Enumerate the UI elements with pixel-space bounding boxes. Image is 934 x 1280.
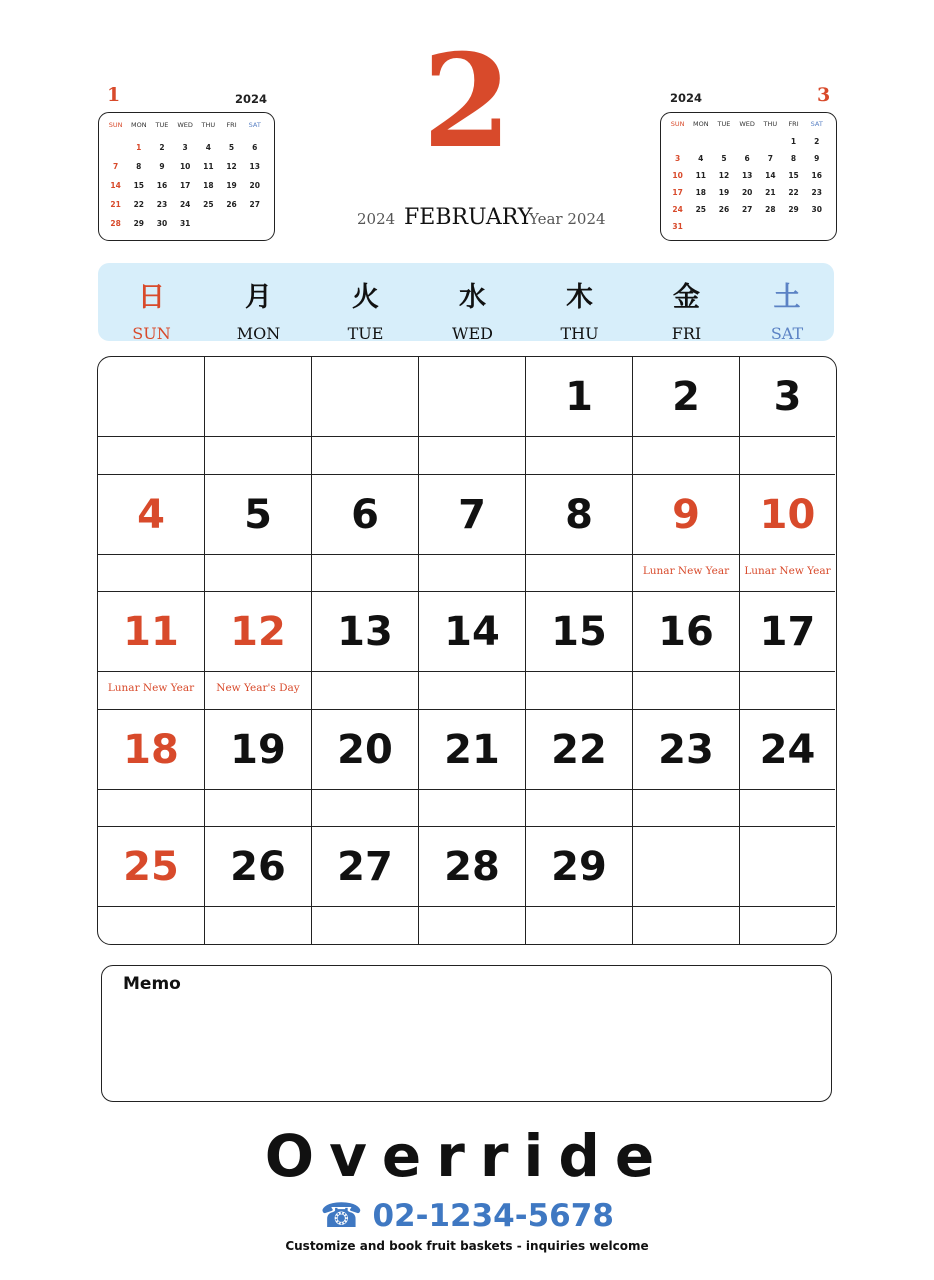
weekday-kanji: 土 <box>773 282 801 313</box>
mini-day <box>759 133 782 150</box>
mini-day: 12 <box>226 162 237 171</box>
mini-weekday-label: FRI <box>788 120 799 128</box>
mini-day: 30 <box>156 219 168 228</box>
mini-day: 10 <box>672 171 683 180</box>
day-cell <box>419 827 526 945</box>
weekday-english: MON <box>236 324 281 343</box>
mini-weekday-label: WED <box>739 120 755 128</box>
mini-day: 4 <box>698 154 704 163</box>
day-cell <box>633 475 740 593</box>
cell-divider <box>633 554 739 555</box>
cell-divider <box>526 671 632 672</box>
day-cell <box>419 475 526 593</box>
next-month-number: 3 <box>817 84 831 106</box>
mini-day: 23 <box>811 188 822 197</box>
mini-day: 16 <box>811 171 822 180</box>
mini-day: 18 <box>695 188 706 197</box>
telephone-icon: ☎ <box>320 1196 363 1236</box>
day-cell <box>633 357 740 475</box>
day-cell <box>526 827 633 945</box>
cell-divider <box>312 671 418 672</box>
weekday-english: SUN <box>132 324 171 343</box>
day-number: 2 <box>672 374 700 420</box>
mini-day <box>689 133 712 150</box>
tagline: Customize and book fruit baskets - inquiries welcome <box>285 1239 649 1253</box>
mini-day: 7 <box>112 162 119 171</box>
mini-day <box>736 133 759 150</box>
day-cell <box>205 357 312 475</box>
weekday-english: THU <box>560 324 599 343</box>
day-cell <box>312 357 419 475</box>
day-number: 12 <box>230 609 286 656</box>
big-month-number: 2 <box>422 27 512 177</box>
mini-day: 8 <box>136 162 142 171</box>
cell-divider <box>633 436 739 437</box>
day-cell <box>633 827 740 945</box>
day-number: 29 <box>551 844 607 891</box>
mini-day <box>712 218 735 235</box>
day-cell <box>740 827 835 945</box>
mini-weekday-label: SAT <box>248 121 261 129</box>
mini-day: 5 <box>721 154 727 163</box>
cell-divider <box>526 789 632 790</box>
day-cell <box>740 592 835 710</box>
day-cell <box>526 357 633 475</box>
phone-row <box>0 1196 934 1236</box>
weekday-header-band <box>98 263 834 341</box>
mini-day <box>243 214 266 233</box>
day-number: 15 <box>551 609 607 656</box>
weekday-kanji: 木 <box>566 282 593 313</box>
mini-day: 1 <box>136 143 142 152</box>
mini-day: 6 <box>252 143 258 152</box>
mini-day: 18 <box>203 181 214 190</box>
cell-divider <box>740 789 835 790</box>
cell-divider <box>633 671 739 672</box>
mini-day: 15 <box>133 181 144 190</box>
cell-divider <box>98 789 204 790</box>
cell-divider <box>205 554 311 555</box>
mini-day: 26 <box>718 205 730 214</box>
cell-divider <box>312 436 418 437</box>
holiday-note: Lunar New Year <box>744 564 831 577</box>
prev-month-year: 2024 <box>235 92 268 106</box>
mini-day: 29 <box>788 205 799 214</box>
mini-day: 6 <box>744 154 750 163</box>
day-number: 8 <box>565 491 593 538</box>
day-cell <box>98 592 205 710</box>
cell-divider <box>98 436 204 437</box>
mini-day: 20 <box>249 181 260 190</box>
day-cell <box>633 592 740 710</box>
mini-day: 25 <box>203 200 214 209</box>
phone-number: 02-1234-5678 <box>372 1198 614 1234</box>
day-cell <box>419 357 526 475</box>
mini-weekday-label: SUN <box>670 120 685 128</box>
day-number: 9 <box>672 491 700 538</box>
mini-day: 11 <box>695 171 706 180</box>
mini-day: 31 <box>672 222 683 231</box>
header-year-label: Year 2024 <box>529 210 606 228</box>
mini-day: 17 <box>672 188 683 197</box>
weekday-kanji: 水 <box>459 282 486 313</box>
holiday-note: Lunar New Year <box>107 682 195 695</box>
mini-day: 21 <box>765 188 776 197</box>
day-number: 5 <box>244 491 272 538</box>
mini-weekday-label: WED <box>177 121 193 129</box>
weekday-english: TUE <box>347 324 384 343</box>
day-cell <box>312 592 419 710</box>
mini-weekday-label: THU <box>201 121 216 129</box>
mini-weekday-label: TUE <box>717 120 731 128</box>
mini-day: 29 <box>133 219 144 228</box>
mini-day <box>197 214 220 233</box>
day-number: 10 <box>759 491 816 538</box>
mini-day: 8 <box>790 154 797 163</box>
mini-day <box>220 214 243 233</box>
mini-day: 3 <box>182 143 188 152</box>
mini-day: 15 <box>788 171 799 180</box>
day-number: 23 <box>658 726 714 773</box>
day-cell <box>740 357 835 475</box>
cell-divider <box>419 906 525 907</box>
mini-day: 7 <box>767 154 773 163</box>
mini-day <box>104 138 127 157</box>
day-number: 16 <box>658 609 714 656</box>
mini-day: 24 <box>672 205 683 214</box>
cell-divider <box>740 554 835 555</box>
day-cell <box>312 475 419 593</box>
weekday-kanji: 火 <box>352 282 379 313</box>
mini-day: 27 <box>741 205 753 214</box>
day-number: 7 <box>458 491 486 538</box>
cell-divider <box>740 906 835 907</box>
mini-day: 2 <box>159 143 165 152</box>
mini-day: 3 <box>674 154 681 163</box>
mini-day: 21 <box>110 200 121 209</box>
cell-divider <box>205 906 311 907</box>
cell-divider <box>205 436 311 437</box>
day-number: 18 <box>123 726 179 773</box>
mini-day <box>666 133 689 150</box>
day-number: 11 <box>123 609 179 656</box>
weekday-kanji: 金 <box>673 282 700 313</box>
day-cell <box>205 475 312 593</box>
weekday-english: WED <box>452 324 493 343</box>
weekday-english: FRI <box>671 324 702 343</box>
day-number: 27 <box>337 844 393 891</box>
day-cell <box>526 710 633 828</box>
cell-divider <box>633 789 739 790</box>
cell-divider <box>633 906 739 907</box>
mini-day: 22 <box>788 188 799 197</box>
day-number: 19 <box>230 726 286 773</box>
mini-day: 30 <box>811 205 822 214</box>
mini-day: 13 <box>249 162 260 171</box>
mini-day <box>736 218 759 235</box>
mini-day: 2 <box>814 137 820 146</box>
cell-divider <box>312 554 418 555</box>
day-cell <box>98 475 205 593</box>
cell-divider <box>205 789 311 790</box>
weekday-kanji: 日 <box>138 282 165 313</box>
mini-day <box>689 218 712 235</box>
day-number: 25 <box>123 844 179 891</box>
mini-weekday-label: SUN <box>108 121 123 129</box>
day-cell <box>98 710 205 828</box>
day-number: 14 <box>444 609 500 656</box>
day-number: 17 <box>759 609 816 656</box>
day-number: 24 <box>759 726 816 773</box>
header-month-name: FEBRUARY <box>404 205 533 230</box>
mini-day: 9 <box>814 154 820 163</box>
mini-day: 31 <box>179 219 191 228</box>
mini-weekday-label: TUE <box>155 121 169 129</box>
day-cell <box>205 827 312 945</box>
mini-day: 24 <box>179 200 191 209</box>
mini-day: 23 <box>156 200 168 209</box>
cell-divider <box>419 789 525 790</box>
cell-divider <box>312 789 418 790</box>
mini-day: 9 <box>159 162 165 171</box>
cell-divider <box>526 436 632 437</box>
mini-day: 25 <box>695 205 706 214</box>
mini-day: 28 <box>765 205 776 214</box>
day-cell <box>526 592 633 710</box>
mini-day <box>782 218 805 235</box>
mini-day: 16 <box>156 181 168 190</box>
mini-day: 13 <box>741 171 753 180</box>
prev-month-grid <box>104 119 266 233</box>
cell-divider <box>526 554 632 555</box>
holiday-note: Lunar New Year <box>642 564 730 577</box>
cell-divider <box>312 906 418 907</box>
mini-day: 27 <box>249 200 260 209</box>
cell-divider <box>205 671 311 672</box>
cell-divider <box>419 436 525 437</box>
day-cell <box>205 710 312 828</box>
day-number: 4 <box>137 491 165 538</box>
mini-weekday-label: SAT <box>810 120 823 128</box>
day-cell <box>740 475 835 593</box>
mini-day: 1 <box>790 137 797 146</box>
mini-day: 22 <box>133 200 144 209</box>
day-cell <box>633 710 740 828</box>
mini-day: 4 <box>205 143 211 152</box>
day-cell <box>740 710 835 828</box>
mini-day: 26 <box>226 200 237 209</box>
month-calendar-grid <box>97 356 837 945</box>
weekday-english: SAT <box>770 324 804 343</box>
day-number: 22 <box>551 726 607 773</box>
mini-weekday-label: MON <box>692 120 709 128</box>
cell-divider <box>526 906 632 907</box>
mini-day: 10 <box>179 162 191 171</box>
mini-day: 17 <box>179 181 191 190</box>
mini-day: 20 <box>741 188 753 197</box>
day-cell <box>205 592 312 710</box>
holiday-note: New Year's Day <box>216 682 300 695</box>
cell-divider <box>98 554 204 555</box>
mini-day <box>805 218 828 235</box>
day-number: 6 <box>351 491 379 538</box>
cell-divider <box>419 554 525 555</box>
day-cell <box>312 710 419 828</box>
memo-box <box>101 965 832 1102</box>
day-number: 13 <box>337 609 393 656</box>
cell-divider <box>98 906 204 907</box>
mini-day: 11 <box>203 162 214 171</box>
prev-month-number: 1 <box>107 84 121 106</box>
mini-day: 28 <box>110 219 121 228</box>
mini-weekday-label: FRI <box>226 121 237 129</box>
cell-divider <box>419 671 525 672</box>
mini-day <box>712 133 735 150</box>
day-cell <box>419 710 526 828</box>
day-number: 3 <box>773 374 802 420</box>
day-cell <box>419 592 526 710</box>
mini-day: 14 <box>765 171 776 180</box>
day-cell <box>312 827 419 945</box>
day-number: 26 <box>230 844 286 891</box>
day-number: 20 <box>337 726 393 773</box>
day-cell <box>98 827 205 945</box>
day-cell <box>98 357 205 475</box>
day-number: 1 <box>565 374 593 420</box>
cell-divider <box>98 671 204 672</box>
day-number: 28 <box>444 844 500 891</box>
mini-day: 14 <box>110 181 121 190</box>
memo-label: Memo <box>123 974 181 994</box>
next-month-grid <box>666 116 828 235</box>
header-year: 2024 <box>357 210 396 228</box>
next-month-year: 2024 <box>670 91 703 105</box>
day-cell <box>526 475 633 593</box>
brand-name: Override <box>264 1122 670 1190</box>
mini-day: 5 <box>228 143 235 152</box>
mini-weekday-label: THU <box>763 120 778 128</box>
cell-divider <box>740 436 835 437</box>
mini-day: 19 <box>226 181 237 190</box>
weekday-kanji: 月 <box>245 282 272 313</box>
mini-day: 12 <box>718 171 730 180</box>
mini-weekday-label: MON <box>130 121 147 129</box>
mini-day: 19 <box>718 188 730 197</box>
cell-divider <box>740 671 835 672</box>
mini-day <box>759 218 782 235</box>
day-number: 21 <box>444 726 500 773</box>
